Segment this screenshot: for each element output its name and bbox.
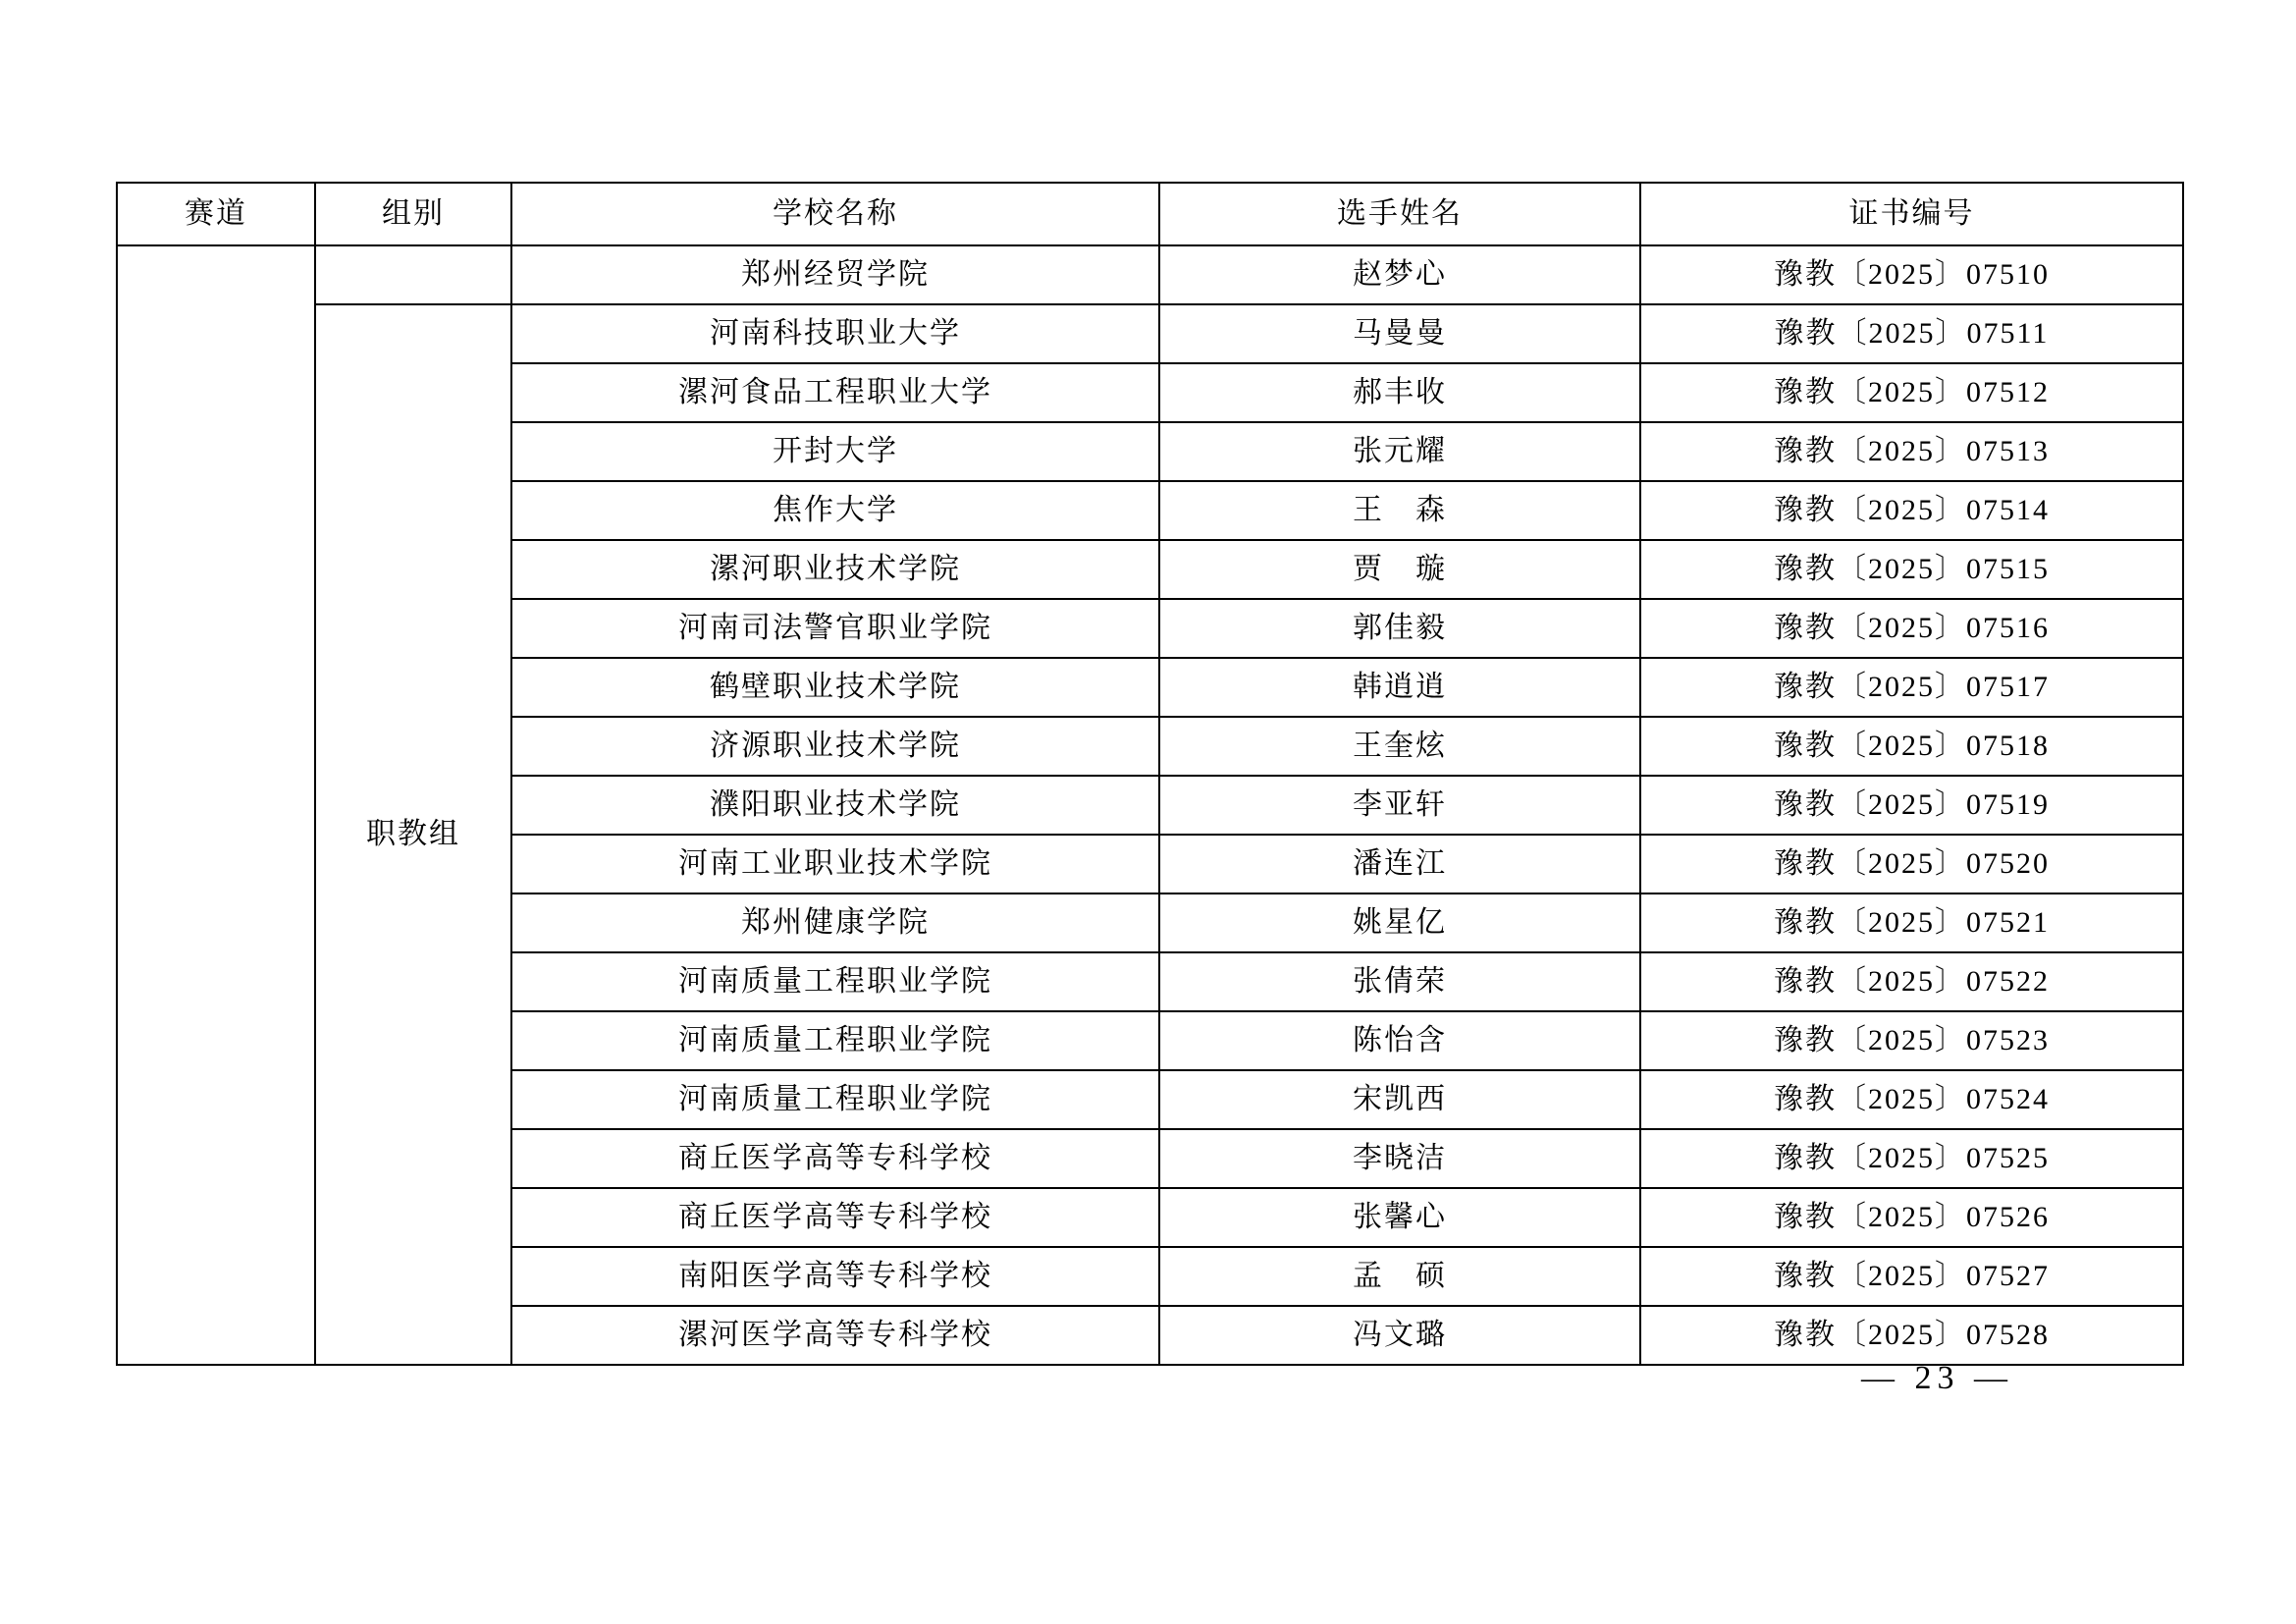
player-cell: 陈怡含 [1159,1011,1640,1070]
player-cell: 张馨心 [1159,1188,1640,1247]
certificate-cell: 豫教〔2025〕07511 [1640,304,2183,363]
player-cell: 张倩荣 [1159,952,1640,1011]
school-cell: 河南质量工程职业学院 [511,1011,1159,1070]
player-cell: 李晓洁 [1159,1129,1640,1188]
school-cell: 漯河医学高等专科学校 [511,1306,1159,1365]
column-header-track: 赛道 [117,183,315,245]
player-cell: 潘连江 [1159,835,1640,893]
school-cell: 鹤壁职业技术学院 [511,658,1159,717]
school-cell: 河南科技职业大学 [511,304,1159,363]
player-cell: 贾 璇 [1159,540,1640,599]
school-cell: 河南工业职业技术学院 [511,835,1159,893]
certificate-table-container [116,182,2182,1366]
table-row [117,304,2183,363]
certificate-cell: 豫教〔2025〕07522 [1640,952,2183,1011]
certificate-cell: 豫教〔2025〕07516 [1640,599,2183,658]
track-cell [117,245,315,1365]
school-cell: 郑州健康学院 [511,893,1159,952]
group-cell-first [315,245,511,304]
school-cell: 漯河职业技术学院 [511,540,1159,599]
certificate-cell: 豫教〔2025〕07512 [1640,363,2183,422]
certificate-cell: 豫教〔2025〕07528 [1640,1306,2183,1365]
table-body [117,245,2183,1365]
school-cell: 河南质量工程职业学院 [511,1070,1159,1129]
group-cell: 职教组 [315,304,511,1365]
certificate-cell: 豫教〔2025〕07526 [1640,1188,2183,1247]
table-row [117,245,2183,304]
player-cell: 郭佳毅 [1159,599,1640,658]
column-header-school: 学校名称 [511,183,1159,245]
player-cell: 姚星亿 [1159,893,1640,952]
certificate-cell: 豫教〔2025〕07510 [1640,245,2183,304]
certificate-table [116,182,2184,1366]
school-cell: 商丘医学高等专科学校 [511,1129,1159,1188]
certificate-cell: 豫教〔2025〕07518 [1640,717,2183,776]
certificate-cell: 豫教〔2025〕07521 [1640,893,2183,952]
certificate-cell: 豫教〔2025〕07525 [1640,1129,2183,1188]
player-cell: 孟 硕 [1159,1247,1640,1306]
certificate-cell: 豫教〔2025〕07524 [1640,1070,2183,1129]
certificate-cell: 豫教〔2025〕07517 [1640,658,2183,717]
player-cell: 王奎炫 [1159,717,1640,776]
school-cell: 开封大学 [511,422,1159,481]
certificate-cell: 豫教〔2025〕07515 [1640,540,2183,599]
player-cell: 王 森 [1159,481,1640,540]
certificate-cell: 豫教〔2025〕07513 [1640,422,2183,481]
page-number: — 23 — [1861,1360,2013,1396]
player-cell: 韩逍逍 [1159,658,1640,717]
school-cell: 商丘医学高等专科学校 [511,1188,1159,1247]
player-cell: 张元耀 [1159,422,1640,481]
school-cell: 漯河食品工程职业大学 [511,363,1159,422]
school-cell: 河南司法警官职业学院 [511,599,1159,658]
school-cell: 郑州经贸学院 [511,245,1159,304]
school-cell: 河南质量工程职业学院 [511,952,1159,1011]
player-cell: 李亚轩 [1159,776,1640,835]
certificate-cell: 豫教〔2025〕07523 [1640,1011,2183,1070]
certificate-cell: 豫教〔2025〕07527 [1640,1247,2183,1306]
player-cell: 赵梦心 [1159,245,1640,304]
column-header-player: 选手姓名 [1159,183,1640,245]
school-cell: 济源职业技术学院 [511,717,1159,776]
player-cell: 马曼曼 [1159,304,1640,363]
player-cell: 宋凯西 [1159,1070,1640,1129]
column-header-certificate: 证书编号 [1640,183,2183,245]
column-header-group: 组别 [315,183,511,245]
school-cell: 濮阳职业技术学院 [511,776,1159,835]
table-header-row [117,183,2183,245]
certificate-cell: 豫教〔2025〕07514 [1640,481,2183,540]
player-cell: 郝丰收 [1159,363,1640,422]
school-cell: 南阳医学高等专科学校 [511,1247,1159,1306]
certificate-cell: 豫教〔2025〕07520 [1640,835,2183,893]
certificate-cell: 豫教〔2025〕07519 [1640,776,2183,835]
player-cell: 冯文璐 [1159,1306,1640,1365]
school-cell: 焦作大学 [511,481,1159,540]
